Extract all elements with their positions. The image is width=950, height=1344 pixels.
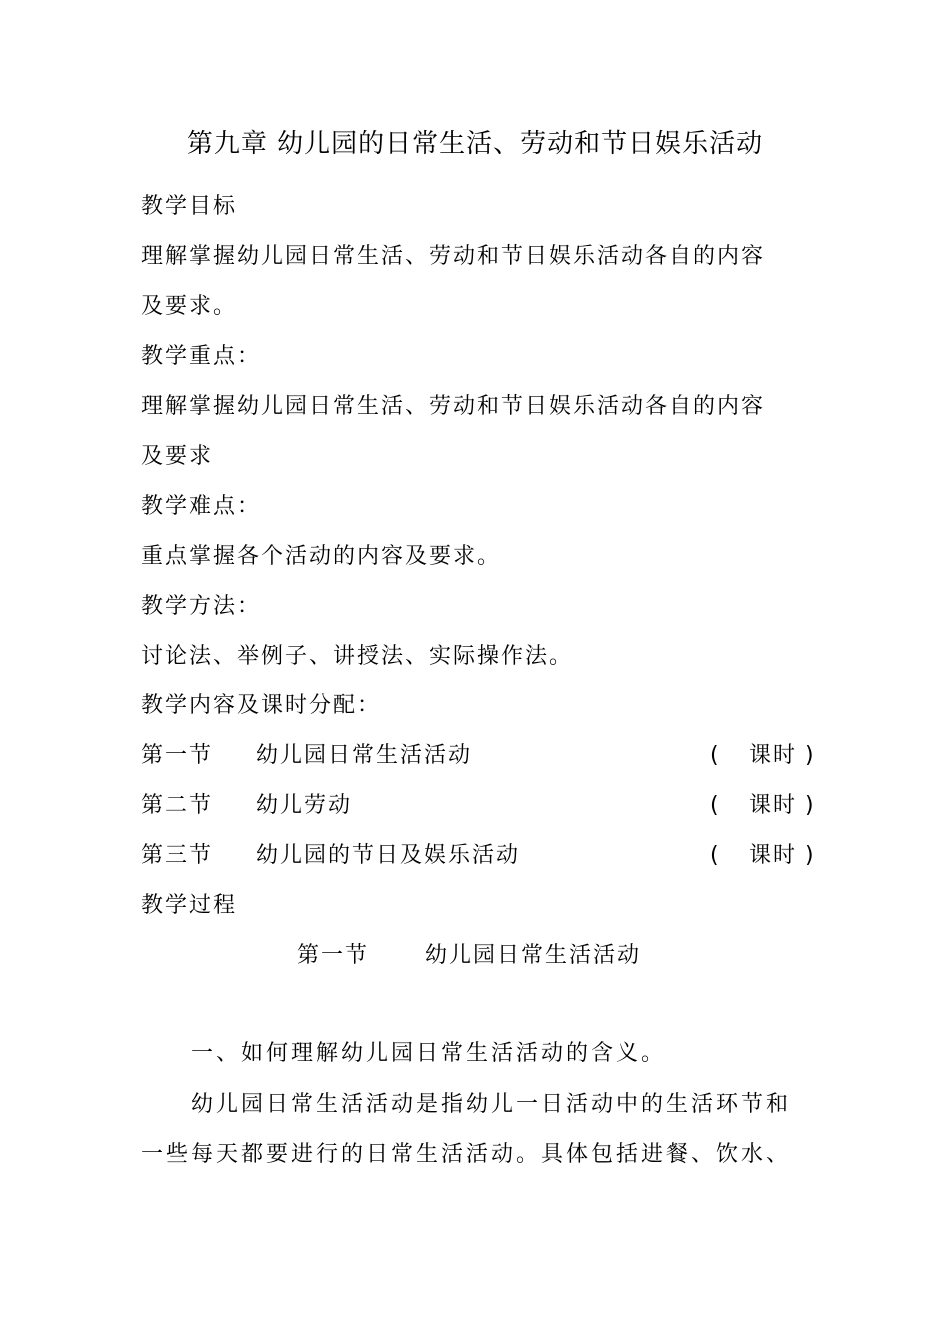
difficulties-label: 教学难点： [141, 494, 262, 519]
schedule-row [141, 739, 821, 773]
schedule-section-number: 第三节 [141, 843, 214, 868]
key-points-label: 教学重点： [141, 344, 262, 369]
schedule-open-paren: ( [710, 793, 719, 818]
objectives-text-line-2: 及要求。 [141, 294, 238, 319]
body-line-2: 一些每天都要进行的日常生活活动。具体包括进餐、饮水、 [141, 1142, 792, 1167]
schedule-label: 教学内容及课时分配： [141, 693, 382, 718]
schedule-section-number: 第一节 [141, 743, 214, 768]
schedule-section-name: 幼儿劳动 [256, 793, 353, 818]
schedule-hours: 课时 [749, 793, 798, 818]
schedule-row [141, 789, 821, 823]
section-heading-title: 幼儿园日常生活活动 [425, 943, 642, 968]
process-label: 教学过程 [141, 893, 238, 918]
schedule-row [141, 839, 821, 873]
schedule-open-paren: ( [710, 743, 719, 768]
section-heading-number: 第一节 [297, 943, 370, 968]
schedule-section-name: 幼儿园的节日及娱乐活动 [256, 843, 521, 868]
schedule-close-paren: ) [805, 743, 814, 768]
schedule-open-paren: ( [710, 843, 719, 868]
subheading: 一、如何理解幼儿园日常生活活动的含义。 [191, 1041, 667, 1066]
difficulties-text: 重点掌握各个活动的内容及要求。 [141, 544, 502, 569]
methods-label: 教学方法： [141, 594, 262, 619]
schedule-hours: 课时 [749, 843, 798, 868]
objectives-label: 教学目标 [141, 194, 238, 219]
schedule-close-paren: ) [805, 793, 814, 818]
key-points-text-line-1: 理解掌握幼儿园日常生活、劳动和节日娱乐活动各自的内容 [141, 394, 766, 419]
schedule-close-paren: ) [805, 843, 814, 868]
body-line-1: 幼儿园日常生活活动是指幼儿一日活动中的生活环节和 [191, 1092, 792, 1117]
schedule-section-name: 幼儿园日常生活活动 [256, 743, 473, 768]
chapter-title: 第九章 幼儿园的日常生活、劳动和节日娱乐活动 [186, 129, 764, 159]
schedule-hours: 课时 [749, 743, 798, 768]
schedule-section-number: 第二节 [141, 793, 214, 818]
methods-text: 讨论法、举例子、讲授法、实际操作法。 [141, 644, 574, 669]
key-points-text-line-2: 及要求 [141, 444, 214, 469]
objectives-text-line-1: 理解掌握幼儿园日常生活、劳动和节日娱乐活动各自的内容 [141, 244, 766, 269]
